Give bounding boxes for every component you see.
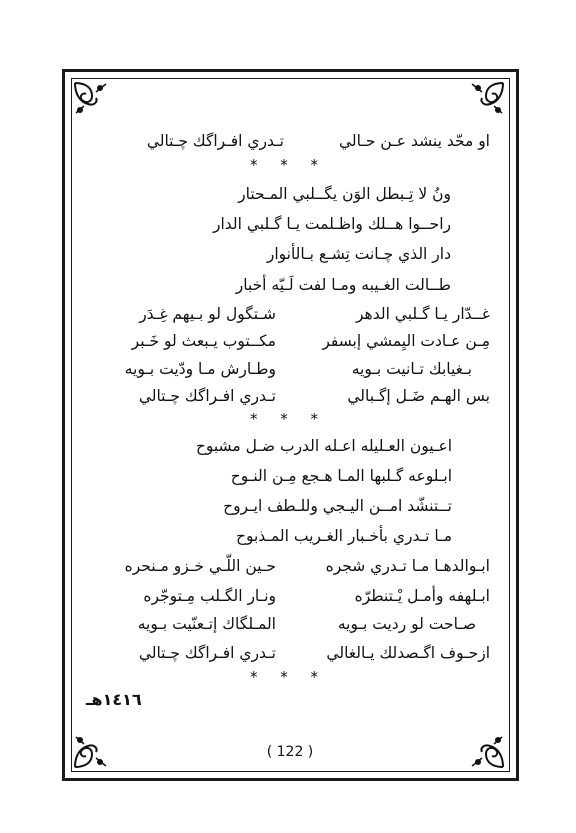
corner-ornament-icon [466, 734, 506, 770]
couplet-1-left: تـدري افـراگك چـتالي [146, 132, 284, 150]
stanza-2-pair-1-left: حـين اللّـي خـزو مـنحره [124, 557, 276, 575]
hijri-date: ١٤١٦هـ [86, 690, 142, 709]
corner-ornament-icon [72, 80, 112, 116]
stanza-2-line-3: تــتنشّد امــن اليـجي وللـطف ايـروح [223, 497, 452, 515]
corner-ornament-icon [466, 80, 506, 116]
stanza-1-pair-4-left: تـدري افـراگك چـتالي [138, 387, 276, 405]
stanza-1-line-4: طــالت الغـيبه ومـا لفت لَـيّه أخبار [235, 276, 451, 294]
stanza-separator: * * * [250, 668, 328, 686]
page-number: ( 122 ) [266, 744, 314, 760]
stanza-2-pair-2-right: ابـلهفه وأمـل يْـتنطرّه [354, 587, 490, 605]
stanza-1-pair-2-left: مكــتوب يـبعث لو خَـبر [131, 332, 276, 350]
stanza-2-pair-3-left: المـلگاك إتـعنّيت بـويه [137, 615, 276, 633]
stanza-1-line-2: راحــوا هــلك واظـلمت يـا گـلبي الدار [212, 215, 451, 233]
stanza-2-line-2: ابـلوعه گـلبها المـا هـجع مِـن النـوح [230, 467, 452, 485]
stanza-separator: * * * [250, 156, 328, 174]
couplet-1-right: او محّد ينشد عـن حـالي [339, 132, 490, 150]
stanza-1-pair-3-right: بـغيابك تـانيت بـويه [351, 360, 472, 378]
corner-ornament-icon [72, 734, 112, 770]
stanza-1-pair-3-left: وطـارش مـا ودّيت بـويه [124, 360, 276, 378]
stanza-2-pair-2-left: ونـار الگـلب مِـتوجّره [143, 587, 276, 605]
stanza-1-pair-1-left: شـتگول لو بـيهم غِـدَر [139, 305, 276, 323]
stanza-1-line-3: دار الذي چـانت تِشـع بـالأنوار [266, 245, 451, 263]
stanza-1-pair-1-right: غــدّار يـا گـلبي الدهر [355, 305, 490, 323]
stanza-2-pair-4-left: تـدري افـراگك چـتالي [138, 644, 276, 662]
stanza-2-pair-3-right: صـاحت لو رديت بـويه [337, 615, 476, 633]
stanza-2-line-4: مـا تـدري بأخـبار الغـريب المـذبوح [235, 527, 452, 545]
stanza-1-pair-4-right: بس الهـم ضَـل إگـبالي [347, 387, 490, 405]
stanza-separator: * * * [250, 410, 328, 428]
stanza-1-pair-2-right: مِـن عـادت اليِمشي إبسفر [322, 332, 490, 350]
stanza-2-pair-4-right: ازحـوف اگـصدلك يـالغالي [326, 644, 490, 662]
stanza-2-pair-1-right: ابـوالدهـا مـا تـدري شجره [325, 557, 490, 575]
stanza-2-line-1: اعـيون العـليله اعـله الدرب ضـل مشبوح [195, 437, 452, 455]
stanza-1-line-1: ونُ لا تِـبطل الوَن يگــلبي المـحتار [238, 185, 451, 203]
